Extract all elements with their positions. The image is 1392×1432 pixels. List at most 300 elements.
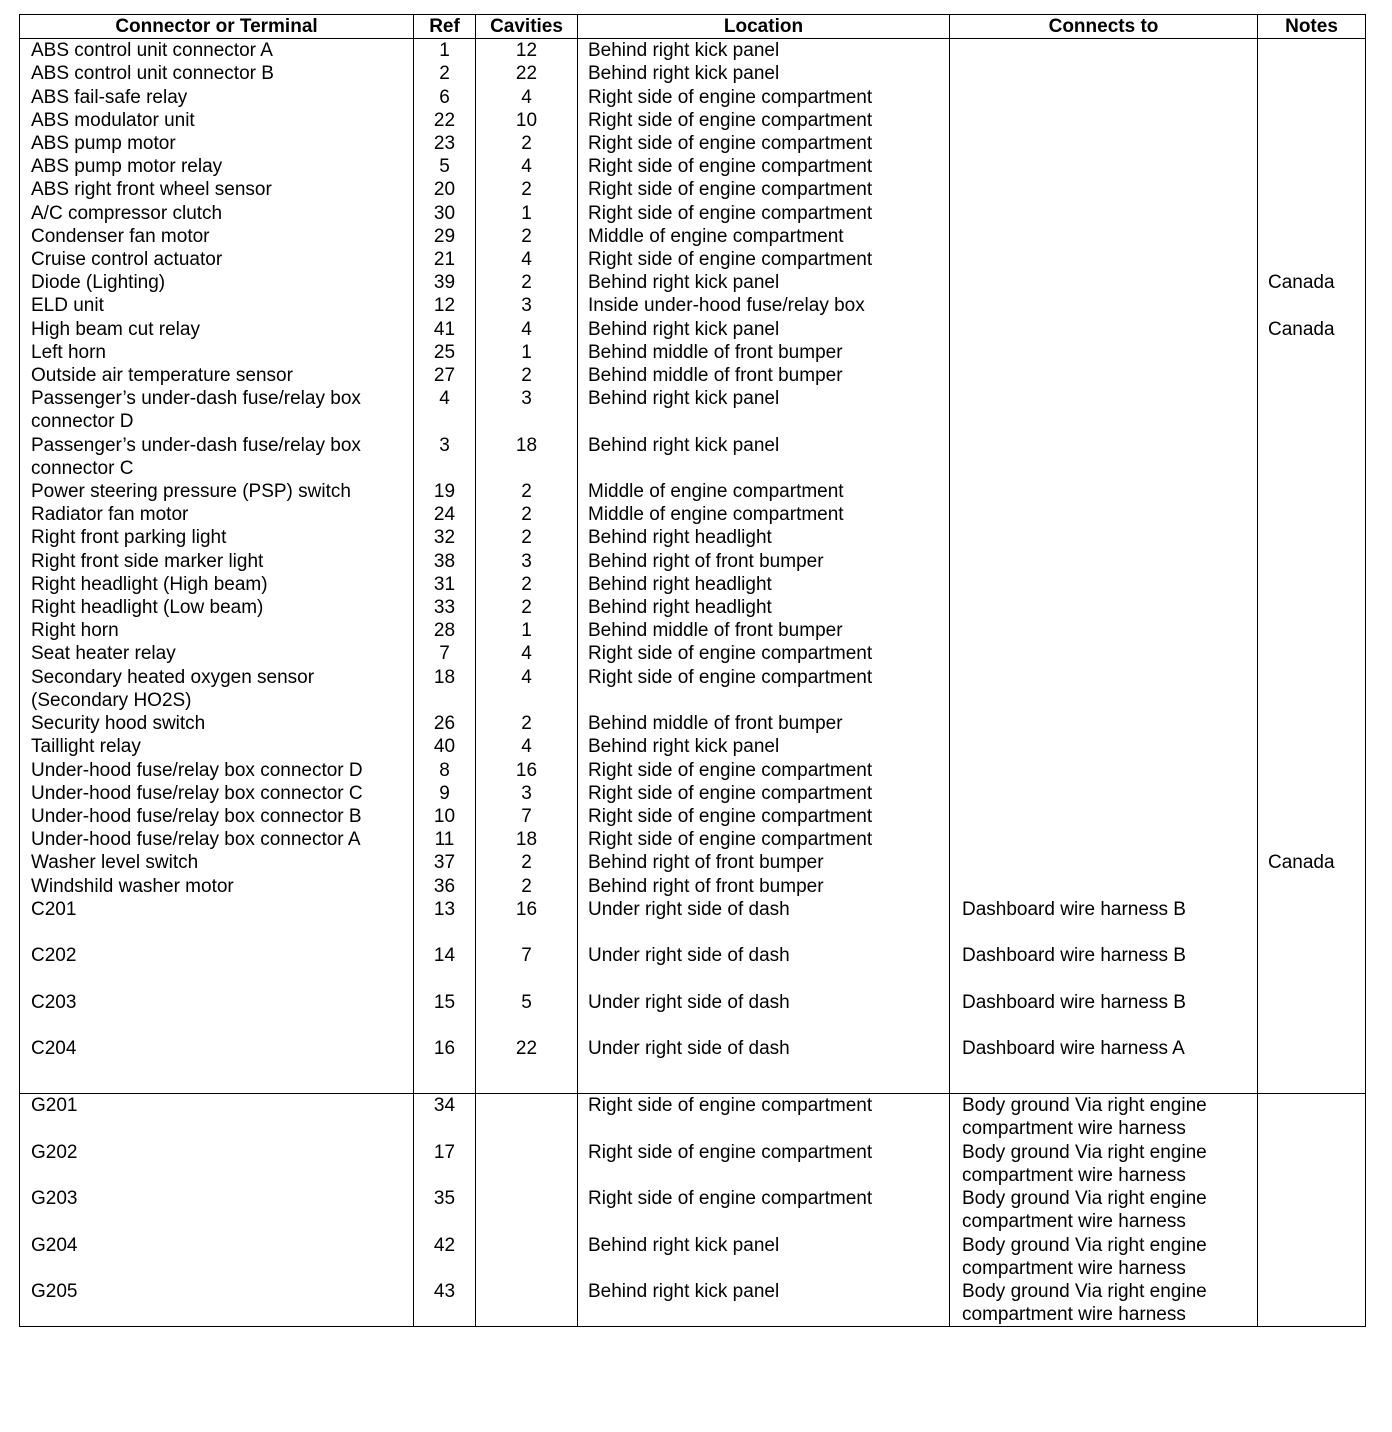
table-row — [20, 480, 1366, 503]
cell-cavities: 12 — [476, 39, 578, 63]
cell-connects-to — [950, 573, 1258, 596]
cell-ref: 42 — [414, 1234, 476, 1280]
cell-connector-name: G205 — [20, 1280, 414, 1327]
cell-notes: Canada — [1258, 318, 1366, 341]
cell-ref: 24 — [414, 503, 476, 526]
cell-location: Behind right kick panel — [578, 1234, 950, 1280]
cell-cavities — [476, 1234, 578, 1280]
cell-cavities — [476, 1141, 578, 1187]
cell-connects-to — [950, 294, 1258, 317]
table-row — [20, 550, 1366, 573]
cell-cavities: 2 — [476, 596, 578, 619]
cell-notes — [1258, 39, 1366, 63]
table-row — [20, 202, 1366, 225]
cell-connector-name: Security hood switch — [20, 712, 414, 735]
cell-ref: 38 — [414, 550, 476, 573]
table-row — [20, 828, 1366, 851]
cell-location: Behind right kick panel — [578, 39, 950, 63]
cell-cavities: 7 — [476, 944, 578, 990]
table-row — [20, 294, 1366, 317]
cell-connects-to — [950, 875, 1258, 898]
cell-cavities: 1 — [476, 619, 578, 642]
cell-connector-name: ABS control unit connector B — [20, 62, 414, 85]
table-row — [20, 875, 1366, 898]
table-row — [20, 991, 1366, 1037]
table-row — [20, 318, 1366, 341]
table-row — [20, 225, 1366, 248]
cell-connector-name: Right headlight (High beam) — [20, 573, 414, 596]
table-row — [20, 759, 1366, 782]
cell-connector-name: G203 — [20, 1187, 414, 1233]
table-row — [20, 62, 1366, 85]
cell-location: Right side of engine compartment — [578, 155, 950, 178]
cell-connects-to — [950, 178, 1258, 201]
cell-notes — [1258, 1037, 1366, 1083]
cell-ref: 18 — [414, 666, 476, 712]
cell-notes — [1258, 1234, 1366, 1280]
cell-notes — [1258, 712, 1366, 735]
cell-notes — [1258, 248, 1366, 271]
table-row — [20, 109, 1366, 132]
cell-connector-name: Outside air temperature sensor — [20, 364, 414, 387]
cell-location: Right side of engine compartment — [578, 202, 950, 225]
header-connects-to: Connects to — [950, 15, 1258, 39]
cell-ref: 10 — [414, 805, 476, 828]
cell-connector-name: Left horn — [20, 341, 414, 364]
cell-location: Under right side of dash — [578, 898, 950, 944]
cell-ref: 41 — [414, 318, 476, 341]
cell-cavities: 4 — [476, 86, 578, 109]
cell-connector-name: Under-hood fuse/relay box connector B — [20, 805, 414, 828]
cell-location: Inside under-hood fuse/relay box — [578, 294, 950, 317]
cell-notes: Canada — [1258, 851, 1366, 874]
cell-connector-name: Taillight relay — [20, 735, 414, 758]
cell-connects-to — [950, 318, 1258, 341]
cell-connector-name: Secondary heated oxygen sensor (Secondary HO2S) — [20, 666, 414, 712]
cell-location: Right side of engine compartment — [578, 782, 950, 805]
cell-connector-name: G201 — [20, 1094, 414, 1141]
cell-notes — [1258, 62, 1366, 85]
table-row — [20, 898, 1366, 944]
cell-location: Right side of engine compartment — [578, 1094, 950, 1141]
cell-cavities: 3 — [476, 387, 578, 433]
cell-location: Right side of engine compartment — [578, 248, 950, 271]
table-row — [20, 155, 1366, 178]
cell-notes — [1258, 178, 1366, 201]
cell-cavities: 3 — [476, 294, 578, 317]
table-row — [20, 132, 1366, 155]
cell-cavities: 4 — [476, 248, 578, 271]
cell-ref: 25 — [414, 341, 476, 364]
cell-location: Behind right kick panel — [578, 62, 950, 85]
cell-connects-to — [950, 387, 1258, 433]
cell-connects-to — [950, 155, 1258, 178]
table-row — [20, 573, 1366, 596]
cell-connector-name: ABS pump motor — [20, 132, 414, 155]
cell-connects-to — [950, 828, 1258, 851]
cell-ref: 27 — [414, 364, 476, 387]
cell-ref: 13 — [414, 898, 476, 944]
cell-ref: 23 — [414, 132, 476, 155]
cell-connects-to — [950, 271, 1258, 294]
cell-notes — [1258, 364, 1366, 387]
cell-notes — [1258, 875, 1366, 898]
cell-notes — [1258, 503, 1366, 526]
cell-notes — [1258, 898, 1366, 944]
cell-ref: 16 — [414, 1037, 476, 1083]
cell-cavities: 10 — [476, 109, 578, 132]
cell-notes — [1258, 619, 1366, 642]
cell-ref: 8 — [414, 759, 476, 782]
cell-connects-to — [950, 666, 1258, 712]
cell-ref: 21 — [414, 248, 476, 271]
cell-cavities: 2 — [476, 712, 578, 735]
table-body — [20, 39, 1366, 1327]
table-row — [20, 248, 1366, 271]
table-row — [20, 805, 1366, 828]
cell-notes — [1258, 1141, 1366, 1187]
cell-connector-name: Under-hood fuse/relay box connector D — [20, 759, 414, 782]
cell-cavities: 18 — [476, 434, 578, 480]
cell-connects-to: Body ground Via right engine compartment wire harness — [950, 1234, 1258, 1280]
cell-connects-to — [950, 434, 1258, 480]
cell-connector-name: G202 — [20, 1141, 414, 1187]
table-row — [20, 364, 1366, 387]
cell-connector-name: ABS modulator unit — [20, 109, 414, 132]
header-location: Location — [578, 15, 950, 39]
cell-location: Right side of engine compartment — [578, 759, 950, 782]
cell-ref: 4 — [414, 387, 476, 433]
cell-connects-to: Dashboard wire harness B — [950, 944, 1258, 990]
cell-connects-to — [950, 550, 1258, 573]
cell-cavities: 2 — [476, 225, 578, 248]
cell-notes — [1258, 596, 1366, 619]
cell-cavities: 5 — [476, 991, 578, 1037]
header-connector-or-terminal: Connector or Terminal — [20, 15, 414, 39]
table-row — [20, 782, 1366, 805]
cell-location: Behind middle of front bumper — [578, 364, 950, 387]
cell-connector-name: ELD unit — [20, 294, 414, 317]
cell-location: Right side of engine compartment — [578, 805, 950, 828]
cell-ref: 5 — [414, 155, 476, 178]
cell-location: Right side of engine compartment — [578, 86, 950, 109]
cell-location: Right side of engine compartment — [578, 1141, 950, 1187]
table-row — [20, 1141, 1366, 1187]
table-row — [20, 642, 1366, 665]
cell-ref: 36 — [414, 875, 476, 898]
spacer-cell — [578, 1083, 950, 1094]
cell-location: Right side of engine compartment — [578, 109, 950, 132]
cell-notes — [1258, 828, 1366, 851]
cell-cavities: 22 — [476, 62, 578, 85]
cell-cavities: 3 — [476, 550, 578, 573]
table-row — [20, 735, 1366, 758]
cell-connects-to — [950, 225, 1258, 248]
table-row — [20, 1187, 1366, 1233]
cell-ref: 39 — [414, 271, 476, 294]
cell-location: Behind middle of front bumper — [578, 712, 950, 735]
cell-location: Under right side of dash — [578, 991, 950, 1037]
cell-ref: 2 — [414, 62, 476, 85]
cell-ref: 15 — [414, 991, 476, 1037]
cell-cavities: 4 — [476, 735, 578, 758]
table-row — [20, 39, 1366, 63]
cell-connects-to — [950, 202, 1258, 225]
cell-ref: 12 — [414, 294, 476, 317]
cell-connects-to — [950, 341, 1258, 364]
cell-connects-to — [950, 735, 1258, 758]
cell-location: Right side of engine compartment — [578, 178, 950, 201]
header-row — [20, 15, 1366, 39]
cell-ref: 11 — [414, 828, 476, 851]
cell-connector-name: Radiator fan motor — [20, 503, 414, 526]
cell-notes — [1258, 155, 1366, 178]
cell-cavities: 4 — [476, 666, 578, 712]
cell-location: Middle of engine compartment — [578, 503, 950, 526]
cell-connects-to — [950, 503, 1258, 526]
spacer-cell — [20, 1083, 414, 1094]
cell-notes — [1258, 991, 1366, 1037]
cell-notes — [1258, 202, 1366, 225]
cell-notes — [1258, 434, 1366, 480]
table-row — [20, 1037, 1366, 1083]
cell-cavities: 2 — [476, 573, 578, 596]
cell-location: Behind right kick panel — [578, 318, 950, 341]
cell-ref: 3 — [414, 434, 476, 480]
cell-connector-name: ABS right front wheel sensor — [20, 178, 414, 201]
cell-connects-to — [950, 712, 1258, 735]
cell-ref: 37 — [414, 851, 476, 874]
cell-cavities: 22 — [476, 1037, 578, 1083]
cell-ref: 20 — [414, 178, 476, 201]
cell-notes — [1258, 759, 1366, 782]
cell-location: Behind right of front bumper — [578, 875, 950, 898]
table-row — [20, 1280, 1366, 1327]
cell-cavities: 18 — [476, 828, 578, 851]
cell-ref: 17 — [414, 1141, 476, 1187]
cell-connector-name: Washer level switch — [20, 851, 414, 874]
cell-notes — [1258, 666, 1366, 712]
cell-notes — [1258, 387, 1366, 433]
table-row — [20, 341, 1366, 364]
cell-location: Behind right kick panel — [578, 387, 950, 433]
cell-location: Behind right of front bumper — [578, 550, 950, 573]
table-row — [20, 1234, 1366, 1280]
cell-cavities: 16 — [476, 759, 578, 782]
header-ref: Ref — [414, 15, 476, 39]
cell-ref: 6 — [414, 86, 476, 109]
table-row — [20, 619, 1366, 642]
cell-ref: 40 — [414, 735, 476, 758]
cell-notes — [1258, 109, 1366, 132]
cell-connector-name: High beam cut relay — [20, 318, 414, 341]
cell-location: Right side of engine compartment — [578, 1187, 950, 1233]
cell-connector-name: ABS fail-safe relay — [20, 86, 414, 109]
cell-location: Under right side of dash — [578, 1037, 950, 1083]
cell-notes — [1258, 86, 1366, 109]
cell-ref: 43 — [414, 1280, 476, 1327]
cell-connects-to — [950, 851, 1258, 874]
cell-connector-name: Power steering pressure (PSP) switch — [20, 480, 414, 503]
cell-cavities: 2 — [476, 480, 578, 503]
cell-connector-name: Under-hood fuse/relay box connector A — [20, 828, 414, 851]
cell-cavities — [476, 1094, 578, 1141]
table-row — [20, 596, 1366, 619]
table-row — [20, 851, 1366, 874]
cell-connector-name: Cruise control actuator — [20, 248, 414, 271]
cell-connector-name: Passenger’s under-dash fuse/relay box connector D — [20, 387, 414, 433]
cell-connector-name: Right horn — [20, 619, 414, 642]
cell-ref: 7 — [414, 642, 476, 665]
cell-connector-name: Under-hood fuse/relay box connector C — [20, 782, 414, 805]
cell-connector-name: A/C compressor clutch — [20, 202, 414, 225]
cell-connector-name: Right front side marker light — [20, 550, 414, 573]
spacer-cell — [1258, 1083, 1366, 1094]
spacer-cell — [414, 1083, 476, 1094]
cell-ref: 31 — [414, 573, 476, 596]
cell-connects-to — [950, 62, 1258, 85]
cell-notes — [1258, 642, 1366, 665]
cell-ref: 29 — [414, 225, 476, 248]
cell-connects-to — [950, 619, 1258, 642]
cell-cavities: 3 — [476, 782, 578, 805]
cell-ref: 33 — [414, 596, 476, 619]
cell-location: Right side of engine compartment — [578, 642, 950, 665]
cell-cavities — [476, 1187, 578, 1233]
cell-cavities: 2 — [476, 271, 578, 294]
cell-notes — [1258, 341, 1366, 364]
cell-location: Right side of engine compartment — [578, 828, 950, 851]
cell-ref: 30 — [414, 202, 476, 225]
cell-connects-to — [950, 39, 1258, 63]
table-row — [20, 712, 1366, 735]
table-row — [20, 387, 1366, 433]
table-row — [20, 944, 1366, 990]
cell-cavities: 2 — [476, 875, 578, 898]
cell-notes — [1258, 735, 1366, 758]
spacer-cell — [476, 1083, 578, 1094]
cell-connector-name: ABS control unit connector A — [20, 39, 414, 63]
cell-cavities: 16 — [476, 898, 578, 944]
cell-connects-to — [950, 86, 1258, 109]
cell-ref: 1 — [414, 39, 476, 63]
cell-location: Behind right headlight — [578, 573, 950, 596]
cell-connects-to: Dashboard wire harness B — [950, 898, 1258, 944]
cell-connector-name: C201 — [20, 898, 414, 944]
cell-ref: 14 — [414, 944, 476, 990]
cell-notes: Canada — [1258, 271, 1366, 294]
cell-notes — [1258, 225, 1366, 248]
cell-connects-to — [950, 782, 1258, 805]
table-row — [20, 1094, 1366, 1141]
cell-connects-to: Dashboard wire harness A — [950, 1037, 1258, 1083]
cell-cavities: 1 — [476, 341, 578, 364]
cell-connects-to — [950, 480, 1258, 503]
cell-connects-to — [950, 642, 1258, 665]
cell-connector-name: Windshild washer motor — [20, 875, 414, 898]
cell-location: Behind middle of front bumper — [578, 341, 950, 364]
cell-notes — [1258, 550, 1366, 573]
cell-cavities: 2 — [476, 503, 578, 526]
cell-connects-to: Body ground Via right engine compartment wire harness — [950, 1280, 1258, 1327]
cell-ref: 34 — [414, 1094, 476, 1141]
cell-connector-name: C202 — [20, 944, 414, 990]
cell-connects-to — [950, 596, 1258, 619]
cell-location: Behind right kick panel — [578, 1280, 950, 1327]
cell-connects-to — [950, 364, 1258, 387]
cell-notes — [1258, 526, 1366, 549]
cell-notes — [1258, 805, 1366, 828]
cell-ref: 28 — [414, 619, 476, 642]
spacer-cell — [950, 1083, 1258, 1094]
cell-notes — [1258, 1280, 1366, 1327]
cell-connects-to — [950, 759, 1258, 782]
cell-connects-to: Body ground Via right engine compartment wire harness — [950, 1141, 1258, 1187]
cell-cavities: 2 — [476, 178, 578, 201]
table-row — [20, 434, 1366, 480]
cell-connector-name: C204 — [20, 1037, 414, 1083]
cell-notes — [1258, 782, 1366, 805]
cell-notes — [1258, 480, 1366, 503]
cell-connects-to — [950, 132, 1258, 155]
cell-ref: 22 — [414, 109, 476, 132]
cell-notes — [1258, 1094, 1366, 1141]
cell-connector-name: C203 — [20, 991, 414, 1037]
cell-location: Behind right of front bumper — [578, 851, 950, 874]
table-row — [20, 271, 1366, 294]
cell-notes — [1258, 573, 1366, 596]
cell-cavities: 7 — [476, 805, 578, 828]
cell-ref: 9 — [414, 782, 476, 805]
cell-notes — [1258, 944, 1366, 990]
table-row — [20, 86, 1366, 109]
cell-location: Behind right headlight — [578, 596, 950, 619]
cell-location: Middle of engine compartment — [578, 225, 950, 248]
cell-connector-name: Passenger’s under-dash fuse/relay box connector C — [20, 434, 414, 480]
cell-connects-to: Body ground Via right engine compartment wire harness — [950, 1094, 1258, 1141]
cell-location: Behind right kick panel — [578, 434, 950, 480]
cell-connector-name: Diode (Lighting) — [20, 271, 414, 294]
table-row — [20, 666, 1366, 712]
cell-connects-to — [950, 526, 1258, 549]
cell-location: Behind middle of front bumper — [578, 619, 950, 642]
cell-location: Behind right kick panel — [578, 735, 950, 758]
header-cavities: Cavities — [476, 15, 578, 39]
cell-connector-name: G204 — [20, 1234, 414, 1280]
cell-cavities — [476, 1280, 578, 1327]
cell-notes — [1258, 132, 1366, 155]
section-spacer — [20, 1083, 1366, 1094]
cell-location: Right side of engine compartment — [578, 666, 950, 712]
cell-location: Behind right kick panel — [578, 271, 950, 294]
cell-connects-to: Body ground Via right engine compartment wire harness — [950, 1187, 1258, 1233]
cell-notes — [1258, 1187, 1366, 1233]
cell-connector-name: ABS pump motor relay — [20, 155, 414, 178]
table-row — [20, 503, 1366, 526]
cell-notes — [1258, 294, 1366, 317]
cell-ref: 35 — [414, 1187, 476, 1233]
table-row — [20, 526, 1366, 549]
cell-location: Under right side of dash — [578, 944, 950, 990]
table-row — [20, 178, 1366, 201]
cell-cavities: 2 — [476, 132, 578, 155]
cell-location: Right side of engine compartment — [578, 132, 950, 155]
cell-connects-to — [950, 248, 1258, 271]
cell-cavities: 1 — [476, 202, 578, 225]
cell-ref: 32 — [414, 526, 476, 549]
cell-cavities: 2 — [476, 851, 578, 874]
cell-cavities: 4 — [476, 642, 578, 665]
